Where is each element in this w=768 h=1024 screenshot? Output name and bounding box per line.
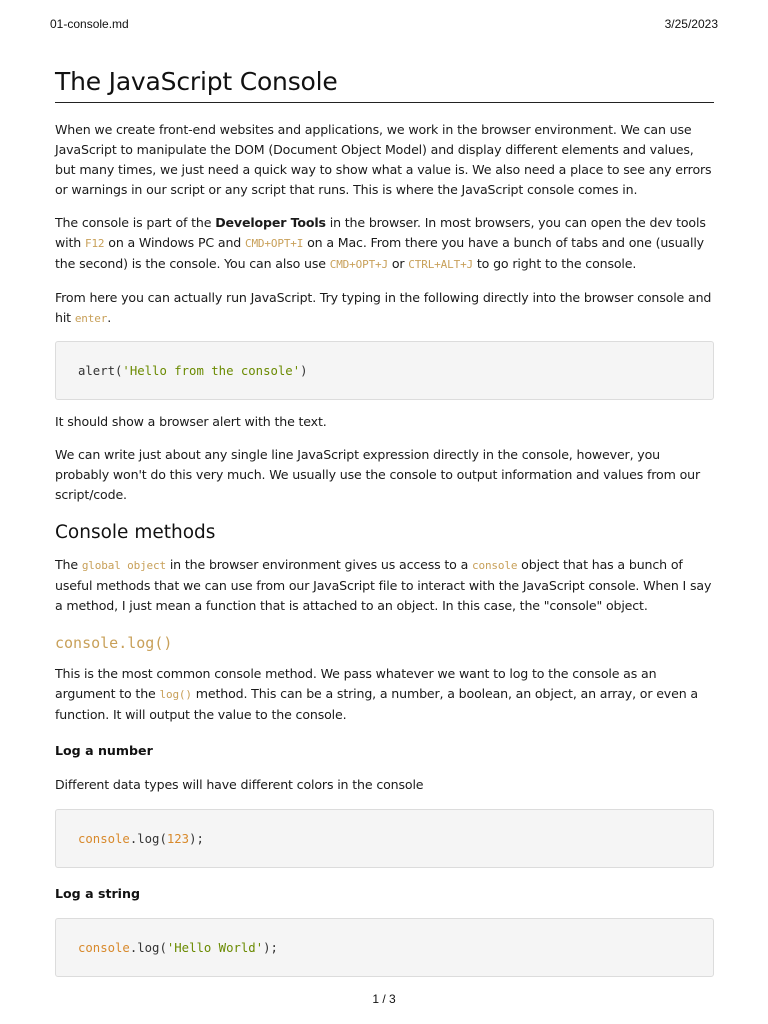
- inline-code-global-object: global object: [81, 559, 166, 573]
- text-run: method. This can be a string, a number, a boolean, an object, an array, or even a function. It will output the value to the console.: [55, 686, 698, 723]
- page-title: The JavaScript Console: [55, 66, 714, 103]
- code-token: ): [300, 363, 308, 378]
- inline-code-f12: F12: [84, 237, 105, 251]
- code-token: );: [263, 940, 278, 955]
- header-date: 3/25/2023: [664, 17, 718, 31]
- text-run: in the browser. In most browsers, you can open the dev tools with: [55, 215, 706, 251]
- code-token: alert(: [78, 363, 123, 378]
- code-block-log-string[interactable]: [55, 918, 714, 977]
- code-token: .log(: [129, 940, 167, 955]
- text-run: to go right to the console.: [473, 256, 637, 272]
- page-number: 1 / 3: [372, 992, 396, 1006]
- inline-code-mac-console-shortcut: CMD+OPT+J: [329, 258, 388, 272]
- code-token: .log(: [129, 831, 167, 846]
- document-body: [55, 62, 714, 977]
- bold-developer-tools: Developer Tools: [215, 215, 326, 231]
- inline-code-win-console-shortcut: CTRL+ALT+J: [408, 258, 474, 272]
- text-run: on a Mac. From there you have a bunch of tabs and one (usually the second) is the console. You can also use: [55, 235, 704, 272]
- subheading-console-log: console.log(): [55, 634, 173, 653]
- code-token-object: console: [78, 831, 130, 846]
- alert-note: It should show a browser alert with the text.: [55, 414, 327, 430]
- print-header: [50, 17, 718, 31]
- run-paragraph: [55, 288, 714, 329]
- methods-paragraph: [55, 555, 714, 616]
- text-run: in the browser environment gives us access to a: [165, 557, 473, 573]
- log-description: [55, 664, 714, 725]
- log-number-note: Different data types will have different colors in the console: [55, 777, 424, 793]
- inline-code-mac-shortcut: CMD+OPT+I: [244, 237, 304, 251]
- text-run: object that has a bunch of useful methods that we can use from our JavaScript file to interact with the JavaScript console. When I say a method, I just mean a function that is attached to an object. In this case, the "console" object.: [55, 557, 712, 614]
- header-filename: 01-console.md: [50, 17, 129, 31]
- single-line-paragraph: We can write just about any single line JavaScript expression directly in the console, however, you probably won't do this very much. We usually use the console to output information and values from our script/code.: [55, 447, 700, 503]
- code-token-object: console: [78, 940, 130, 955]
- intro-paragraph: When we create front-end websites and applications, we work in the browser environment. We can use JavaScript to manipulate the DOM (Document Object Model) and display different elements and values, but many times, we just need a quick way to show what a value is. We also need a place to see any errors or warnings in our script or any script that runs. This is where the JavaScript console comes in.: [55, 122, 712, 198]
- inline-code-console: console: [472, 559, 518, 573]
- section-heading-console-methods: Console methods: [55, 522, 216, 544]
- heading-log-string: Log a string: [55, 886, 140, 902]
- code-token-number: 123: [166, 831, 190, 846]
- inline-code-log: log(): [159, 688, 192, 702]
- code-block-alert[interactable]: [55, 341, 714, 400]
- devtools-paragraph: [55, 213, 714, 275]
- heading-log-number: Log a number: [55, 743, 153, 759]
- text-run: on a Windows PC and: [104, 235, 245, 251]
- text-run: From here you can actually run JavaScript. Try typing in the following directly into the browser console and hit: [55, 290, 712, 326]
- text-run: or: [388, 256, 409, 272]
- code-block-log-number[interactable]: [55, 809, 714, 868]
- code-token-string: 'Hello World': [166, 940, 264, 955]
- text-run: .: [107, 310, 112, 326]
- code-token-string: 'Hello from the console': [122, 363, 301, 378]
- text-run: The: [55, 557, 82, 573]
- code-token: );: [189, 831, 204, 846]
- text-run: This is the most common console method. We pass whatever we want to log to the console as an argument to the: [55, 666, 657, 702]
- text-run: The console is part of the: [55, 215, 216, 231]
- inline-code-enter: enter: [74, 312, 108, 326]
